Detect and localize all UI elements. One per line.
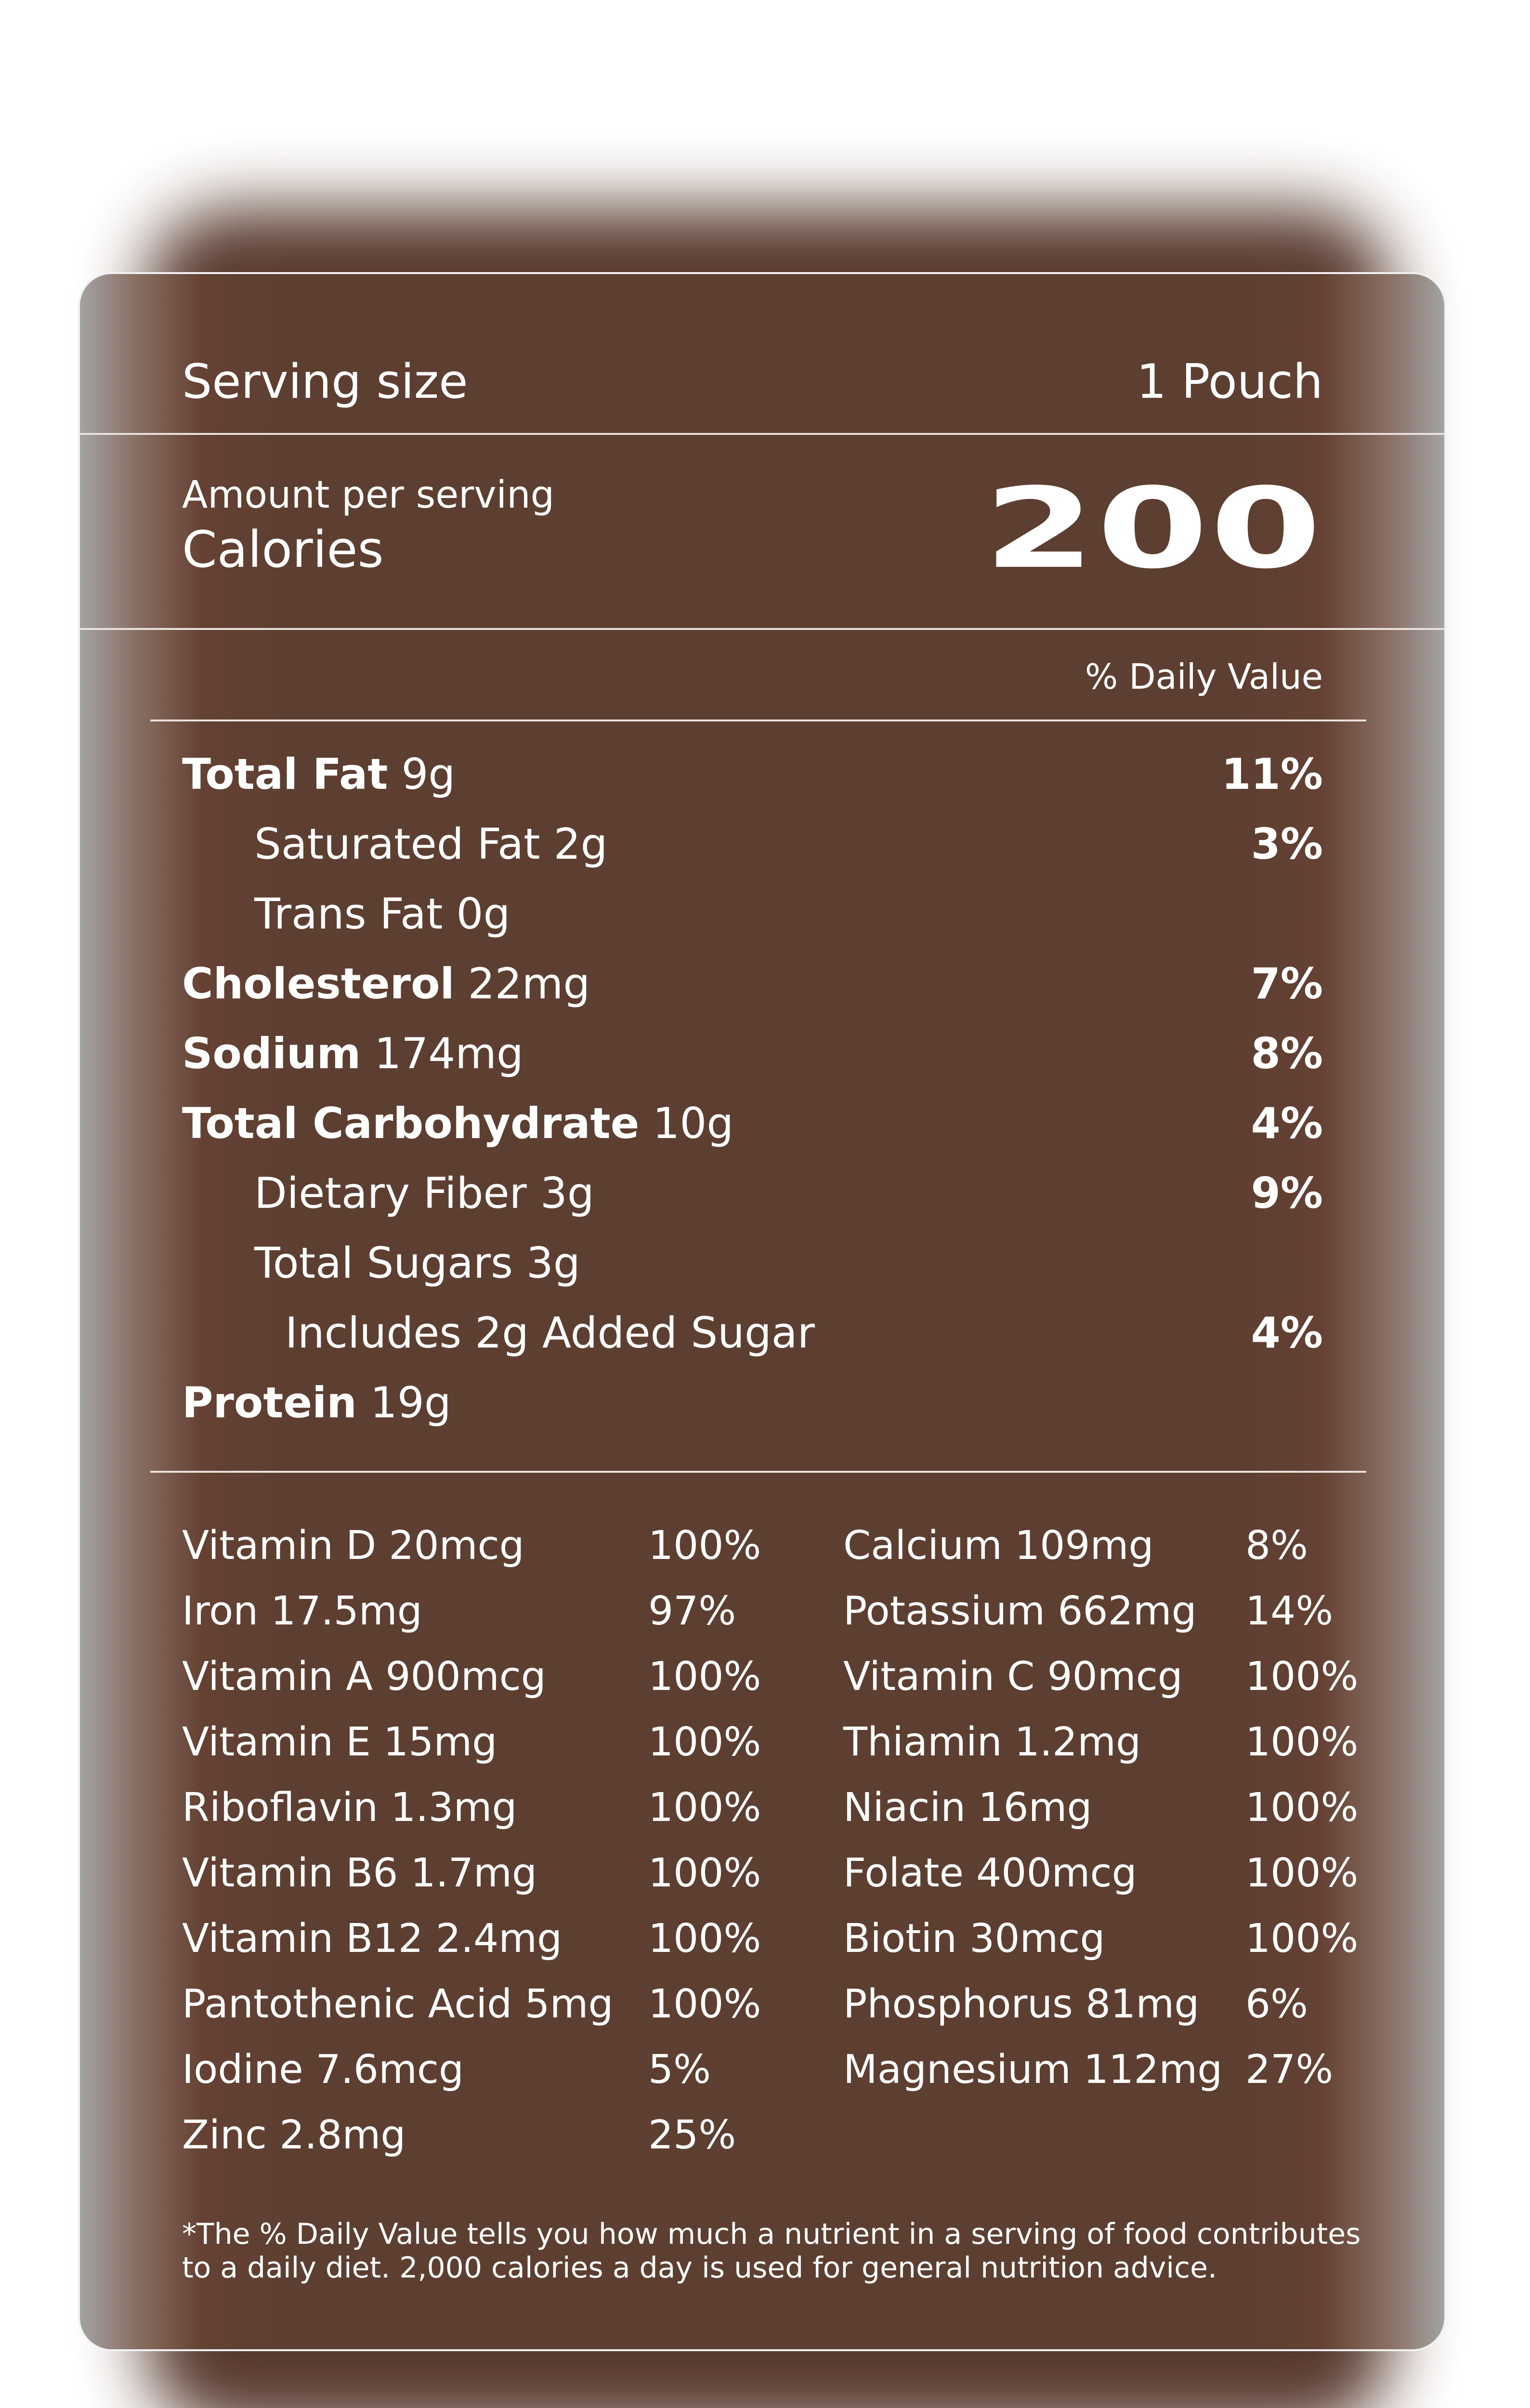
nutrient-name: Includes 2g Added Sugar bbox=[285, 1308, 815, 1358]
nutrient-amount: 3g bbox=[526, 1238, 580, 1288]
nutrient-amount: 174mg bbox=[374, 1029, 523, 1078]
footnote-line-1: *The % Daily Value tells you how much a nutrient in a serving of food contributes bbox=[182, 2217, 1361, 2251]
divider-daily-value bbox=[150, 720, 1366, 721]
nutrient-name: Protein bbox=[182, 1378, 357, 1427]
nutrient-row-total-carbohydrate bbox=[182, 1099, 734, 1148]
vitamin-dv: 100% bbox=[648, 1981, 761, 2027]
vitamin-name: Vitamin C 90mcg bbox=[843, 1654, 1183, 1700]
amount-per-serving-label: Amount per serving bbox=[182, 473, 555, 517]
vitamin-dv: 27% bbox=[1245, 2047, 1334, 2093]
vitamin-name: Vitamin B6 1.7mg bbox=[182, 1850, 537, 1896]
nutrient-name: Trans Fat bbox=[254, 889, 443, 939]
vitamin-dv: 14% bbox=[1245, 1588, 1334, 1634]
nutrient-name: Saturated Fat bbox=[254, 819, 540, 869]
nutrient-dv: 4% bbox=[1251, 1099, 1323, 1148]
nutrient-dv: 7% bbox=[1251, 959, 1323, 1008]
vitamin-dv: 100% bbox=[648, 1719, 761, 1765]
vitamin-dv: 8% bbox=[1245, 1523, 1308, 1569]
vitamin-name: Zinc 2.8mg bbox=[182, 2112, 406, 2158]
vitamin-dv: 100% bbox=[648, 1916, 761, 1962]
vitamin-dv: 100% bbox=[648, 1785, 761, 1831]
nutrient-row-total-sugars bbox=[254, 1238, 580, 1288]
vitamin-name: Vitamin B12 2.4mg bbox=[182, 1916, 562, 1962]
vitamin-name: Riboflavin 1.3mg bbox=[182, 1785, 517, 1831]
calories-value: 200 bbox=[983, 465, 1323, 593]
footnote-line-2: to a daily diet. 2,000 calories a day is used for general nutrition advice. bbox=[182, 2251, 1217, 2285]
vitamin-dv: 6% bbox=[1245, 1981, 1308, 2027]
nutrient-dv: 3% bbox=[1251, 819, 1323, 869]
vitamin-name: Calcium 109mg bbox=[843, 1523, 1154, 1569]
nutrient-row-total-fat bbox=[182, 749, 456, 799]
vitamin-name: Vitamin D 20mcg bbox=[182, 1523, 524, 1569]
nutrient-amount: 0g bbox=[456, 889, 510, 939]
nutrient-name: Dietary Fiber bbox=[254, 1168, 527, 1218]
vitamin-name: Magnesium 112mg bbox=[843, 2047, 1223, 2093]
nutrient-dv: 4% bbox=[1251, 1308, 1323, 1358]
nutrient-amount: 2g bbox=[553, 819, 608, 869]
vitamin-name: Iron 17.5mg bbox=[182, 1588, 422, 1634]
vitamin-dv: 100% bbox=[648, 1654, 761, 1700]
nutrient-name: Total Carbohydrate bbox=[182, 1099, 640, 1148]
divider-vitamins bbox=[150, 1471, 1366, 1473]
vitamin-name: Phosphorus 81mg bbox=[843, 1981, 1200, 2027]
divider-serving bbox=[80, 433, 1444, 435]
nutrient-name: Cholesterol bbox=[182, 959, 455, 1008]
nutrient-amount: 22mg bbox=[468, 959, 590, 1008]
nutrient-amount: 9g bbox=[401, 749, 456, 799]
nutrient-name: Total Fat bbox=[182, 749, 388, 799]
nutrient-name: Sodium bbox=[182, 1029, 361, 1078]
vitamin-dv: 100% bbox=[648, 1850, 761, 1896]
vitamin-dv: 100% bbox=[1245, 1654, 1359, 1700]
nutrient-row-sodium bbox=[182, 1029, 523, 1078]
nutrient-dv: 11% bbox=[1221, 749, 1323, 799]
vitamin-dv: 5% bbox=[648, 2047, 711, 2093]
vitamin-dv: 100% bbox=[1245, 1785, 1359, 1831]
nutrient-row-protein bbox=[182, 1378, 451, 1427]
nutrient-dv: 8% bbox=[1251, 1029, 1323, 1078]
vitamin-name: Folate 400mcg bbox=[843, 1850, 1137, 1896]
vitamin-name: Iodine 7.6mcg bbox=[182, 2047, 464, 2093]
vitamin-dv: 100% bbox=[648, 1523, 761, 1569]
serving-size-label: Serving size bbox=[182, 354, 468, 409]
vitamin-name: Niacin 16mg bbox=[843, 1785, 1092, 1831]
vitamin-name: Biotin 30mcg bbox=[843, 1916, 1105, 1962]
nutrient-dv: 9% bbox=[1251, 1168, 1323, 1218]
vitamin-dv: 100% bbox=[1245, 1719, 1359, 1765]
nutrition-facts-panel bbox=[78, 272, 1446, 2351]
vitamin-name: Potassium 662mg bbox=[843, 1588, 1197, 1634]
nutrient-name: Total Sugars bbox=[254, 1238, 513, 1288]
vitamin-dv: 100% bbox=[1245, 1850, 1359, 1896]
divider-calories bbox=[80, 628, 1444, 630]
vitamin-dv: 25% bbox=[648, 2112, 736, 2158]
nutrient-row-added-sugar bbox=[285, 1308, 815, 1358]
nutrient-amount: 10g bbox=[653, 1099, 734, 1148]
vitamin-dv: 97% bbox=[648, 1588, 736, 1634]
nutrient-row-trans-fat bbox=[254, 889, 510, 939]
nutrient-row-cholesterol bbox=[182, 959, 590, 1008]
calories-label: Calories bbox=[182, 520, 384, 579]
nutrient-amount: 19g bbox=[370, 1378, 451, 1427]
vitamin-dv: 100% bbox=[1245, 1916, 1359, 1962]
daily-value-header: % Daily Value bbox=[1085, 656, 1323, 697]
nutrient-row-dietary-fiber bbox=[254, 1168, 594, 1218]
vitamin-name: Vitamin E 15mg bbox=[182, 1719, 497, 1765]
nutrient-row-saturated-fat bbox=[254, 819, 608, 869]
vitamin-name: Vitamin A 900mcg bbox=[182, 1654, 546, 1700]
nutrient-amount: 3g bbox=[540, 1168, 594, 1218]
vitamin-name: Pantothenic Acid 5mg bbox=[182, 1981, 614, 2027]
serving-size-value: 1 Pouch bbox=[1136, 354, 1323, 409]
vitamin-name: Thiamin 1.2mg bbox=[843, 1719, 1141, 1765]
